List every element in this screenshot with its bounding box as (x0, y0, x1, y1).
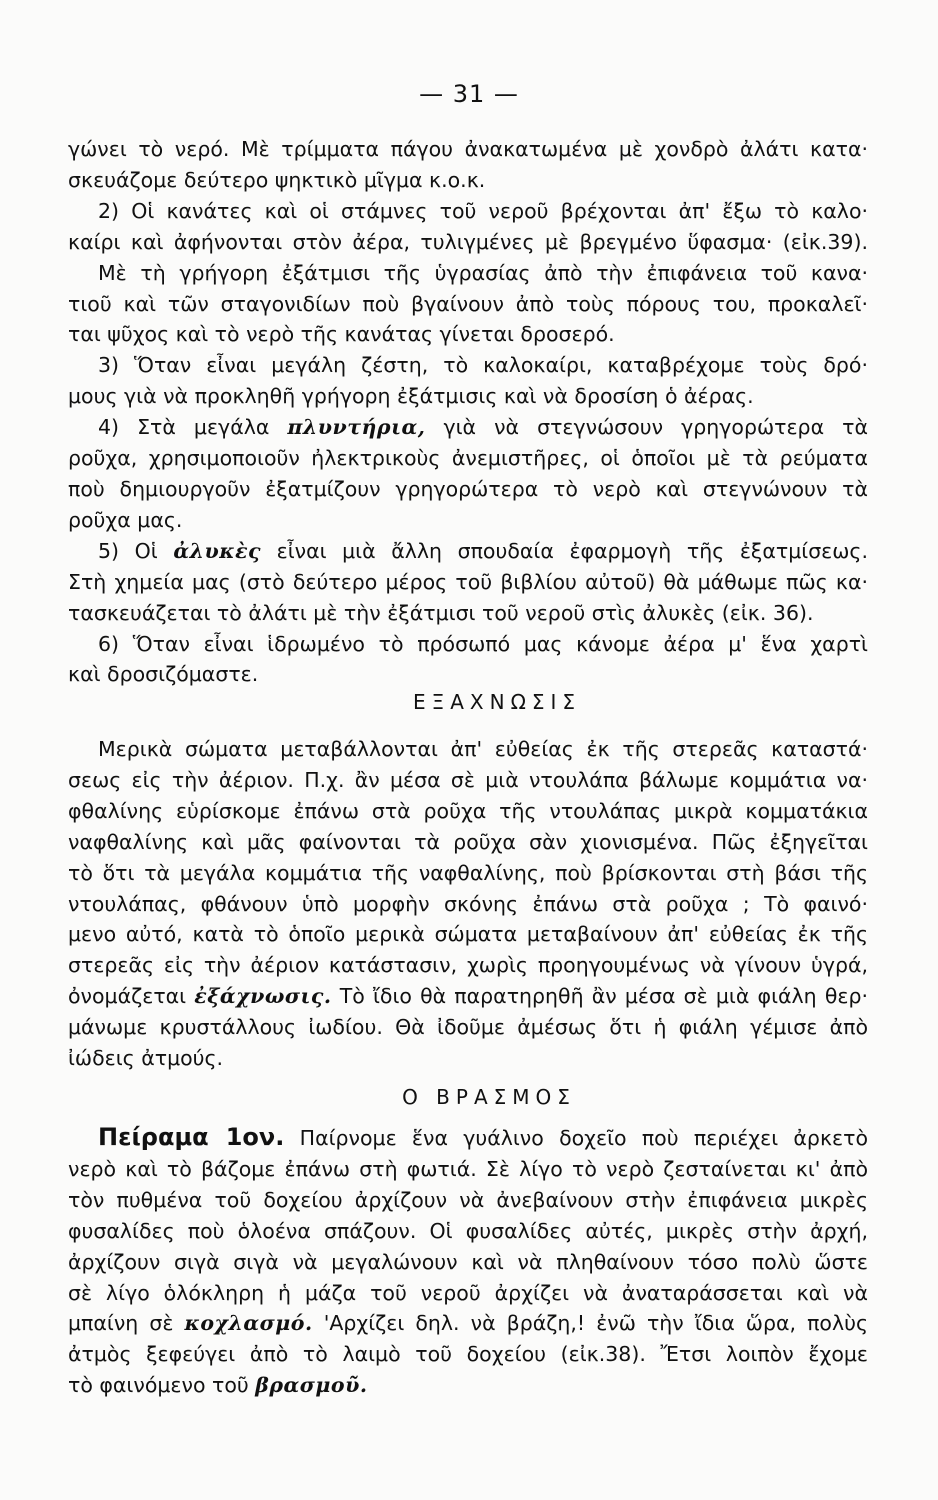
text-line: μενο αὐτό, κατὰ τὸ ὁποῖο μερικὰ σώματα μεταβαίνουν ἀπ' εὐθείας ἐκ τῆς (68, 922, 868, 947)
experiment-first-line: Πείραμα 1ον. Παίρνομε ἕνα γυάλινο δοχεῖο ποὺ περιέχει ἀρκετὸ (98, 1123, 868, 1151)
item-5-first-line: 5) Οἱ ἀλυκὲς εἶναι μιὰ ἄλλη σπουδαία ἐφαρμογὴ τῆς ἐξατμίσεως. (98, 538, 868, 563)
boiling-section (68, 1122, 868, 1401)
term-plyntiria: πλυντήρια, (287, 415, 426, 440)
text-line: ἰώδεις ἀτμούς. (68, 1046, 224, 1071)
text-line: 3) Ὅταν εἶναι μεγάλη ζέστη, τὸ καλοκαίρι, καταβρέχομε τοὺς δρό· (98, 353, 868, 378)
experiment-label: Πείραμα 1ον. (98, 1123, 285, 1151)
text-line: ροῦχα, χρησιμοποιοῦν ἠλεκτρικοὺς ἀνεμιστῆρες, οἱ ὁποῖοι μὲ τὰ ρεύματα (68, 446, 868, 471)
text-line: ἀτμὸς ξεφεύγει ἀπὸ τὸ λαιμὸ τοῦ δοχείου (εἰκ.38). Ἔτσι λοιπὸν ἔχομε (68, 1342, 868, 1367)
text-line: γώνει τὸ νερό. Μὲ τρίμματα πάγου ἀνακατωμένα μὲ χονδρὸ ἀλάτι κατα· (68, 137, 868, 161)
text-line: ται ψῦχος καὶ τὸ νερὸ τῆς κανάτας γίνεται δροσερό. (68, 322, 615, 347)
page-number: — 31 — (419, 80, 519, 108)
text-line: 2) Οἱ κανάτες καὶ οἱ στάμνες τοῦ νεροῦ βρέχονται ἀπ' ἔξω τὸ καλο· (98, 198, 868, 223)
text-line: ἀρχίζουν σιγὰ σιγὰ νὰ μεγαλώνουν καὶ νὰ πληθαίνουν τόσο πολὺ ὥστε (68, 1249, 868, 1274)
term-exachnosis: ἐξάχνωσις. (194, 984, 332, 1009)
term-alykes: ἀλυκὲς (173, 538, 262, 563)
text-line: Μὲ τὴ γρήγορη ἐξάτμισι τῆς ὑγρασίας ἀπὸ τὴν ἐπιφάνεια τοῦ κανα· (98, 260, 868, 285)
text-line: Μερικὰ σώματα μεταβάλλονται ἀπ' εὐθείας ἐκ τῆς στερεᾶς καταστά· (98, 737, 868, 761)
text-line: ντουλάπας, φθάνουν ὑπὸ μορφὴν σκόνης ἐπάνω στὰ ροῦχα ; Τὸ φαινό· (68, 891, 868, 916)
text-line: καὶ δροσιζόμαστε. (68, 662, 259, 687)
text-line: ροῦχα μας. (68, 507, 183, 532)
text-line: μους γιὰ νὰ προκληθῆ γρήγορη ἐξάτμισις καὶ νὰ δροσίση ὁ ἀέρας. (68, 384, 754, 409)
item-4-first-line: 4) Στὰ μεγάλα πλυντήρια, γιὰ νὰ στεγνώσουν γρηγορώτερα τὰ (98, 415, 868, 440)
text-line: τιοῦ καὶ τῶν σταγονιδίων ποὺ βγαίνουν ἀπὸ τοὺς πόρους του, προκαλεῖ· (68, 291, 868, 316)
term-kochlasmos: κοχλασμό. (184, 1311, 313, 1336)
text-line: καίρι καὶ ἀφήνονται στὸν ἀέρα, τυλιγμένες μὲ βρεγμένο ὕφασμα· (εἰκ.39). (68, 229, 868, 254)
text-line: σεως εἰς τὴν ἀέριον. Π.χ. ἂν μέσα σὲ μιὰ ντουλάπα βάλωμε κομμάτια να· (68, 767, 868, 792)
text-line: σκευάζομε δεύτερο ψηκτικὸ μῖγμα κ.ο.κ. (68, 167, 486, 192)
text-line: νερὸ καὶ τὸ βάζομε ἐπάνω στὴ φωτιά. Σὲ λίγο τὸ νερὸ ζεσταίνεται κι' ἀπὸ (68, 1156, 868, 1181)
section-heading-sublimation: ΕΞΑΧΝΩΣΙΣ (412, 690, 582, 714)
text-line: 6) Ὅταν εἶναι ἱδρωμένο τὸ πρόσωπό μας κάνομε ἀέρα μ' ἕνα χαρτὶ (98, 631, 868, 656)
text-line: τασκευάζεται τὸ ἀλάτι μὲ τὴν ἐξάτμισι τοῦ νεροῦ στὶς ἀλυκὲς (εἰκ. 36). (68, 600, 814, 625)
text-line: μάνωμε κρυστάλλους ἰωδίου. Θὰ ἰδοῦμε ἀμέσως ὅτι ἡ φιάλη γέμισε ἀπὸ (68, 1015, 868, 1040)
text-line: τὸ ὅτι τὰ μεγάλα κομμάτια τῆς ναφθαλίνης, ποὺ βρίσκονται στὴ βάσι τῆς (68, 860, 868, 885)
sublimation-section (68, 734, 868, 1074)
text-line: τὸν πυθμένα τοῦ δοχείου ἀρχίζουν νὰ ἀνεβαίνουν στὴν ἐπιφάνεια μικρὲς (68, 1187, 868, 1212)
text-line: ναφθαλίνης καὶ μᾶς φαίνονται τὰ ροῦχα σὰν χιονισμένα. Πῶς ἐξηγεῖται (68, 829, 868, 854)
text-line: Στὴ χημεία μας (στὸ δεύτερο μέρος τοῦ βιβλίου αὐτοῦ) θὰ μάθωμε πῶς κα· (68, 569, 868, 594)
text-line: σὲ λίγο ὁλόκληρη ἡ μάζα τοῦ νεροῦ ἀρχίζει νὰ ἀναταράσσεται καὶ νὰ (68, 1280, 868, 1305)
applications-section (68, 134, 868, 690)
text-line: φθαλίνης εὑρίσκομε ἐπάνω στὰ ροῦχα τῆς ντουλάπας μικρὰ κομματάκια (68, 798, 868, 823)
text-line: φυσαλίδες ποὺ ὁλοένα σπάζουν. Οἱ φυσαλίδες αὐτές, μικρὲς στὴν ἀρχή, (68, 1218, 868, 1243)
text-line: στερεᾶς εἰς τὴν ἀέριον κατάστασιν, χωρὶς προηγουμένως νὰ γίνουν ὑγρά, (68, 953, 868, 978)
term-vrasmos: βρασμοῦ. (255, 1373, 368, 1398)
sublimation-term-line: ὀνομάζεται ἐξάχνωσις. Τὸ ἴδιο θὰ παρατηρηθῆ ἂν μέσα σὲ μιὰ φιάλη θερ· (68, 984, 868, 1009)
text-line: ποὺ δημιουργοῦν ἐξατμίζουν γρηγορώτερα τὸ νερὸ καὶ στεγνώνουν τὰ (68, 476, 868, 501)
experiment-last-line: τὸ φαινόμενο τοῦ βρασμοῦ. (68, 1373, 368, 1398)
section-heading-boiling: Ο ΒΡΑΣΜΟΣ (402, 1085, 576, 1109)
experiment-term-line: μπαίνη σὲ κοχλασμό. 'Αρχίζει δηλ. νὰ βράζη,! ἐνῶ τὴν ἴδια ὥρα, πολὺς (68, 1311, 868, 1336)
